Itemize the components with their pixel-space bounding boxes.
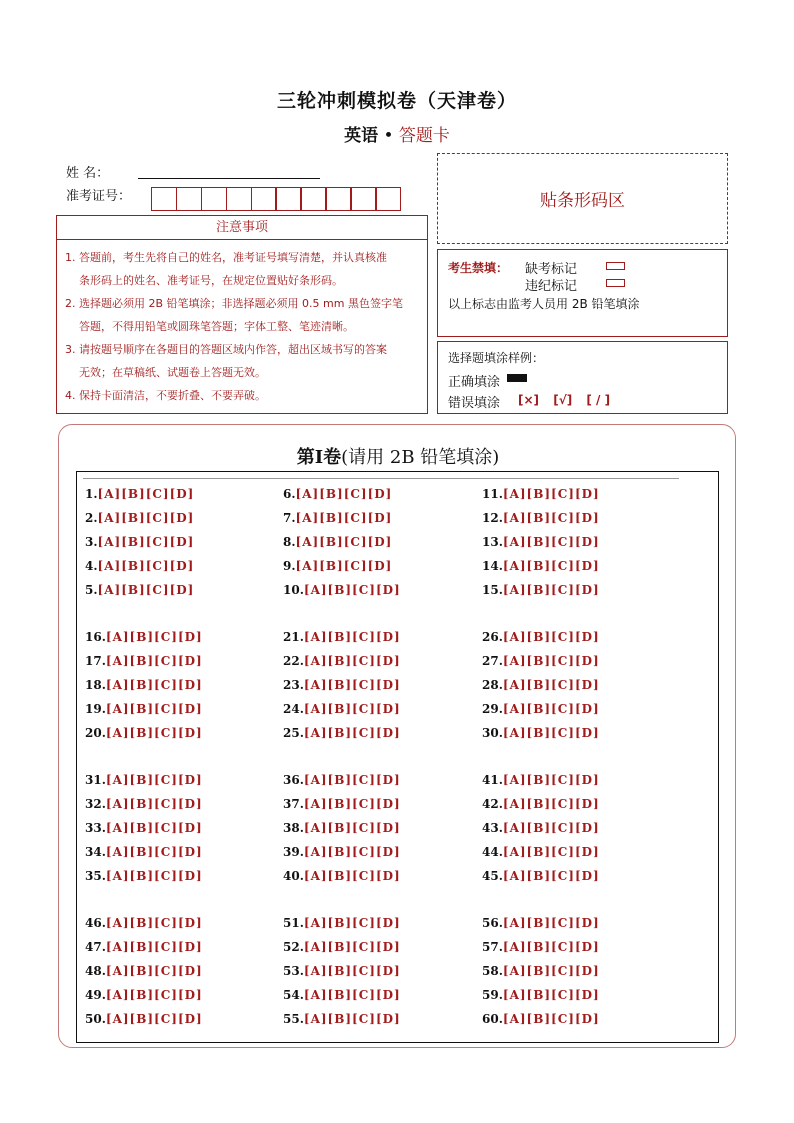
wrong-mark-slash: [ / ]: [586, 393, 611, 407]
question-number: 56.: [482, 916, 503, 930]
question-number: 3.: [85, 535, 98, 549]
barcode-area: [437, 153, 728, 244]
exam-number-cell[interactable]: [176, 187, 202, 211]
question-row[interactable]: [283, 506, 401, 530]
question-number: 37.: [283, 797, 304, 811]
answer-options[interactable]: [A][B][C][D]: [502, 630, 600, 644]
answer-options[interactable]: [A][B][C][D]: [303, 940, 401, 954]
question-number: 43.: [482, 821, 503, 835]
question-number: 25.: [283, 726, 304, 740]
answer-options[interactable]: [A][B][C][D]: [303, 1012, 401, 1026]
answer-options[interactable]: [A][B][C][D]: [105, 1012, 203, 1026]
question-number: 57.: [482, 940, 503, 954]
question-number: 55.: [283, 1012, 304, 1026]
section-title-hint: (请用 2B 铅笔填涂): [341, 447, 500, 468]
answer-options[interactable]: [A][B][C][D]: [502, 845, 600, 859]
question-number: 50.: [85, 1012, 106, 1026]
answer-column: [283, 482, 401, 1031]
answer-options[interactable]: [A][B][C][D]: [105, 845, 203, 859]
question-row[interactable]: [85, 816, 203, 840]
notice-box: [56, 215, 428, 414]
question-row[interactable]: [283, 530, 401, 554]
question-row[interactable]: [85, 721, 203, 745]
question-number: 22.: [283, 654, 304, 668]
question-number: 8.: [283, 535, 296, 549]
question-row[interactable]: [85, 649, 203, 673]
question-row[interactable]: [85, 864, 203, 888]
answer-options[interactable]: [A][B][C][D]: [303, 654, 401, 668]
question-row[interactable]: [283, 840, 401, 864]
answer-options[interactable]: [A][B][C][D]: [303, 916, 401, 930]
answer-options[interactable]: [A][B][C][D]: [502, 702, 600, 716]
exam-number-cell[interactable]: [375, 187, 401, 211]
notice-item-continuation: 无效；在草稿纸、试题卷上答题无效。: [79, 366, 266, 379]
question-number: 40.: [283, 869, 304, 883]
question-row[interactable]: [482, 959, 600, 983]
question-row[interactable]: [482, 1007, 600, 1031]
section-title: [59, 443, 737, 469]
question-row[interactable]: [482, 625, 600, 649]
answer-options[interactable]: [A][B][C][D]: [303, 869, 401, 883]
answer-options[interactable]: [A][B][C][D]: [303, 797, 401, 811]
question-number: 49.: [85, 988, 106, 1002]
answer-options[interactable]: [A][B][C][D]: [105, 630, 203, 644]
question-number: 5.: [85, 583, 98, 597]
group-spacer: [85, 888, 203, 911]
question-number: 44.: [482, 845, 503, 859]
question-number: 34.: [85, 845, 106, 859]
answer-options[interactable]: [A][B][C][D]: [502, 487, 600, 501]
answer-column: [482, 482, 600, 1031]
answer-options[interactable]: [A][B][C][D]: [105, 821, 203, 835]
answer-options[interactable]: [A][B][C][D]: [502, 535, 600, 549]
question-number: 60.: [482, 1012, 503, 1026]
answer-options[interactable]: [A][B][C][D]: [502, 940, 600, 954]
question-row[interactable]: [283, 625, 401, 649]
question-row[interactable]: [283, 768, 401, 792]
question-row[interactable]: [85, 673, 203, 697]
answer-options[interactable]: [A][B][C][D]: [105, 702, 203, 716]
exam-number-cell[interactable]: [201, 187, 227, 211]
answer-options[interactable]: [A][B][C][D]: [502, 773, 600, 787]
notice-item-number: 2.: [65, 297, 76, 310]
invigilator-only-box: [437, 249, 728, 337]
answer-options[interactable]: [A][B][C][D]: [303, 678, 401, 692]
question-number: 32.: [85, 797, 106, 811]
question-number: 18.: [85, 678, 106, 692]
answer-options[interactable]: [A][B][C][D]: [303, 988, 401, 1002]
answer-options[interactable]: [A][B][C][D]: [502, 583, 600, 597]
section-title-main: 第Ⅰ卷: [296, 447, 342, 468]
question-row[interactable]: [283, 578, 401, 602]
answer-options[interactable]: [A][B][C][D]: [97, 559, 195, 573]
separator-dot: •: [383, 126, 394, 146]
answer-options[interactable]: [A][B][C][D]: [303, 773, 401, 787]
question-row[interactable]: [482, 530, 600, 554]
answer-options[interactable]: [A][B][C][D]: [295, 535, 393, 549]
answer-options[interactable]: [A][B][C][D]: [105, 678, 203, 692]
question-number: 10.: [283, 583, 304, 597]
question-number: 46.: [85, 916, 106, 930]
question-row[interactable]: [85, 911, 203, 935]
question-number: 12.: [482, 511, 503, 525]
question-number: 4.: [85, 559, 98, 573]
question-row[interactable]: [85, 506, 203, 530]
question-row[interactable]: [482, 578, 600, 602]
question-row[interactable]: [482, 911, 600, 935]
correct-fill-mark: [507, 374, 527, 382]
exam-number-cell[interactable]: [151, 187, 177, 211]
notice-list: [57, 240, 427, 407]
question-row[interactable]: [482, 768, 600, 792]
question-row[interactable]: [482, 983, 600, 1007]
answer-options[interactable]: [A][B][C][D]: [97, 535, 195, 549]
question-row[interactable]: [283, 1007, 401, 1031]
wrong-fill-label: 错误填涂: [448, 396, 501, 411]
section-one: [58, 424, 736, 1048]
question-number: 39.: [283, 845, 304, 859]
group-spacer: [85, 602, 203, 625]
question-number: 53.: [283, 964, 304, 978]
question-row[interactable]: [283, 959, 401, 983]
exam-number-cell[interactable]: [350, 187, 376, 211]
question-row[interactable]: [85, 792, 203, 816]
notice-item-text: 保持卡面清洁，不要折叠、不要弄破。: [79, 389, 266, 402]
question-row[interactable]: [85, 482, 203, 506]
question-number: 15.: [482, 583, 503, 597]
forbid-note: 以上标志由监考人员用 2B 铅笔填涂: [448, 297, 640, 311]
page-title: 三轮冲刺模拟卷（天津卷）: [276, 90, 517, 112]
answer-options[interactable]: [A][B][C][D]: [502, 869, 600, 883]
name-row: [66, 162, 134, 181]
exam-number-cell[interactable]: [251, 187, 277, 211]
question-row[interactable]: [283, 673, 401, 697]
answer-options[interactable]: [A][B][C][D]: [105, 940, 203, 954]
question-number: 17.: [85, 654, 106, 668]
page-subtitle: [0, 121, 794, 146]
fill-sample-box: [437, 341, 728, 414]
subject-label: 英语: [344, 126, 379, 146]
question-row[interactable]: [482, 697, 600, 721]
question-number: 33.: [85, 821, 106, 835]
notice-item-number: 1.: [65, 251, 76, 264]
answer-options[interactable]: [A][B][C][D]: [502, 1012, 600, 1026]
answer-options[interactable]: [A][B][C][D]: [502, 916, 600, 930]
answer-options[interactable]: [A][B][C][D]: [295, 511, 393, 525]
answer-options[interactable]: [A][B][C][D]: [502, 726, 600, 740]
card-label: 答题卡: [398, 126, 450, 146]
question-number: 24.: [283, 702, 304, 716]
question-number: 45.: [482, 869, 503, 883]
question-row[interactable]: [283, 482, 401, 506]
question-number: 42.: [482, 797, 503, 811]
question-number: 59.: [482, 988, 503, 1002]
answer-options[interactable]: [A][B][C][D]: [105, 988, 203, 1002]
exam-number-label: 准考证号：: [66, 189, 132, 204]
exam-number-boxes[interactable]: [151, 187, 400, 211]
answer-options[interactable]: [A][B][C][D]: [303, 702, 401, 716]
group-spacer: [85, 745, 203, 768]
question-row[interactable]: [85, 935, 203, 959]
question-row[interactable]: [482, 792, 600, 816]
exam-number-cell[interactable]: [300, 187, 326, 211]
question-number: 35.: [85, 869, 106, 883]
question-number: 23.: [283, 678, 304, 692]
question-row[interactable]: [283, 554, 401, 578]
notice-item: [65, 384, 419, 407]
answer-options[interactable]: [A][B][C][D]: [105, 916, 203, 930]
answer-options[interactable]: [A][B][C][D]: [303, 583, 401, 597]
question-number: 51.: [283, 916, 304, 930]
notice-item-text: 请按题号顺序在各题目的答题区域内作答，超出区域书写的答案: [79, 343, 387, 356]
question-number: 7.: [283, 511, 296, 525]
answer-options[interactable]: [A][B][C][D]: [303, 630, 401, 644]
question-number: 19.: [85, 702, 106, 716]
answer-options[interactable]: [A][B][C][D]: [105, 654, 203, 668]
answer-grid: [76, 471, 719, 1043]
question-number: 48.: [85, 964, 106, 978]
question-row[interactable]: [85, 959, 203, 983]
answer-options[interactable]: [A][B][C][D]: [105, 726, 203, 740]
exam-number-cell[interactable]: [325, 187, 351, 211]
question-row[interactable]: [482, 935, 600, 959]
group-spacer: [482, 888, 600, 911]
question-row[interactable]: [283, 983, 401, 1007]
question-row[interactable]: [482, 482, 600, 506]
answer-options[interactable]: [A][B][C][D]: [502, 654, 600, 668]
exam-number-cell[interactable]: [275, 187, 301, 211]
notice-heading: 注意事项: [57, 216, 427, 240]
absent-mark-label: 缺考标记: [525, 262, 578, 277]
notice-item-continuation: 条形码上的姓名、准考证号，在规定位置贴好条形码。: [79, 274, 343, 287]
wrong-mark-cross: [×]: [518, 393, 540, 407]
question-row[interactable]: [85, 697, 203, 721]
question-row[interactable]: [85, 983, 203, 1007]
answer-options[interactable]: [A][B][C][D]: [105, 797, 203, 811]
question-number: 13.: [482, 535, 503, 549]
question-number: 36.: [283, 773, 304, 787]
answer-options[interactable]: [A][B][C][D]: [295, 559, 393, 573]
group-spacer: [283, 602, 401, 625]
notice-item-text: 选择题必须用 2B 铅笔填涂；非选择题必须用 0.5 mm 黑色签字笔: [79, 297, 403, 310]
forbid-label: 考生禁填：: [448, 261, 509, 275]
name-label: 姓 名：: [66, 166, 110, 181]
answer-options[interactable]: [A][B][C][D]: [502, 988, 600, 1002]
notice-item-continuation: 答题，不得用铅笔或圆珠笔答题；字体工整、笔迹清晰。: [79, 320, 354, 333]
question-number: 11.: [482, 487, 503, 501]
question-number: 38.: [283, 821, 304, 835]
question-number: 31.: [85, 773, 106, 787]
group-spacer: [283, 745, 401, 768]
question-number: 29.: [482, 702, 503, 716]
question-number: 52.: [283, 940, 304, 954]
question-row[interactable]: [283, 864, 401, 888]
answer-options[interactable]: [A][B][C][D]: [295, 487, 393, 501]
answer-options[interactable]: [A][B][C][D]: [105, 964, 203, 978]
grid-rule: [83, 478, 679, 479]
question-row[interactable]: [283, 649, 401, 673]
question-row[interactable]: [482, 721, 600, 745]
question-row[interactable]: [283, 816, 401, 840]
question-row[interactable]: [85, 625, 203, 649]
question-row[interactable]: [85, 530, 203, 554]
answer-options[interactable]: [A][B][C][D]: [303, 821, 401, 835]
group-spacer: [482, 745, 600, 768]
question-row[interactable]: [482, 840, 600, 864]
question-row[interactable]: [283, 911, 401, 935]
answer-options[interactable]: [A][B][C][D]: [502, 797, 600, 811]
question-row[interactable]: [283, 792, 401, 816]
answer-options[interactable]: [A][B][C][D]: [502, 511, 600, 525]
question-row[interactable]: [283, 935, 401, 959]
answer-options[interactable]: [A][B][C][D]: [303, 845, 401, 859]
notice-item-number: 3.: [65, 343, 76, 356]
question-row[interactable]: [482, 864, 600, 888]
question-number: 9.: [283, 559, 296, 573]
name-field[interactable]: [138, 178, 320, 179]
question-number: 28.: [482, 678, 503, 692]
sample-heading: 选择题填涂样例：: [448, 351, 545, 365]
notice-item-text: 答题前，考生先将自己的姓名，准考证号填写清楚，并认真核准: [79, 251, 387, 264]
answer-options[interactable]: [A][B][C][D]: [303, 964, 401, 978]
question-number: 47.: [85, 940, 106, 954]
correct-fill-label: 正确填涂: [448, 375, 501, 390]
question-number: 6.: [283, 487, 296, 501]
answer-options[interactable]: [A][B][C][D]: [303, 726, 401, 740]
question-row[interactable]: [482, 673, 600, 697]
question-row[interactable]: [482, 554, 600, 578]
question-row[interactable]: [85, 768, 203, 792]
question-number: 30.: [482, 726, 503, 740]
answer-column: [85, 482, 203, 1031]
question-row[interactable]: [85, 840, 203, 864]
answer-options[interactable]: [A][B][C][D]: [105, 869, 203, 883]
answer-options[interactable]: [A][B][C][D]: [502, 678, 600, 692]
violation-mark-label: 违纪标记: [525, 279, 578, 294]
question-row[interactable]: [85, 1007, 203, 1031]
answer-options[interactable]: [A][B][C][D]: [502, 964, 600, 978]
question-number: 41.: [482, 773, 503, 787]
answer-options[interactable]: [A][B][C][D]: [502, 559, 600, 573]
barcode-label: 贴条形码区: [540, 191, 625, 211]
notice-item: [65, 292, 419, 315]
wrong-mark-check: [√]: [553, 393, 573, 407]
wrong-fill-marks: [518, 393, 620, 407]
question-number: 21.: [283, 630, 304, 644]
question-number: 1.: [85, 487, 98, 501]
question-row[interactable]: [85, 554, 203, 578]
question-number: 16.: [85, 630, 106, 644]
question-number: 14.: [482, 559, 503, 573]
question-number: 20.: [85, 726, 106, 740]
absent-mark-box[interactable]: [606, 262, 625, 270]
question-row[interactable]: [482, 816, 600, 840]
question-number: 27.: [482, 654, 503, 668]
exam-number-row: [66, 185, 131, 204]
notice-item: [65, 338, 419, 361]
question-row[interactable]: [482, 649, 600, 673]
exam-number-cell[interactable]: [226, 187, 252, 211]
question-row[interactable]: [482, 506, 600, 530]
question-number: 26.: [482, 630, 503, 644]
question-row[interactable]: [85, 578, 203, 602]
question-row[interactable]: [283, 721, 401, 745]
answer-options[interactable]: [A][B][C][D]: [97, 583, 195, 597]
notice-item: [65, 246, 419, 269]
answer-options[interactable]: [A][B][C][D]: [97, 511, 195, 525]
answer-options[interactable]: [A][B][C][D]: [97, 487, 195, 501]
answer-options[interactable]: [A][B][C][D]: [502, 821, 600, 835]
group-spacer: [482, 602, 600, 625]
answer-options[interactable]: [A][B][C][D]: [105, 773, 203, 787]
violation-mark-box[interactable]: [606, 279, 625, 287]
question-number: 54.: [283, 988, 304, 1002]
question-number: 2.: [85, 511, 98, 525]
question-row[interactable]: [283, 697, 401, 721]
question-number: 58.: [482, 964, 503, 978]
notice-item-number: 4.: [65, 389, 76, 402]
group-spacer: [283, 888, 401, 911]
